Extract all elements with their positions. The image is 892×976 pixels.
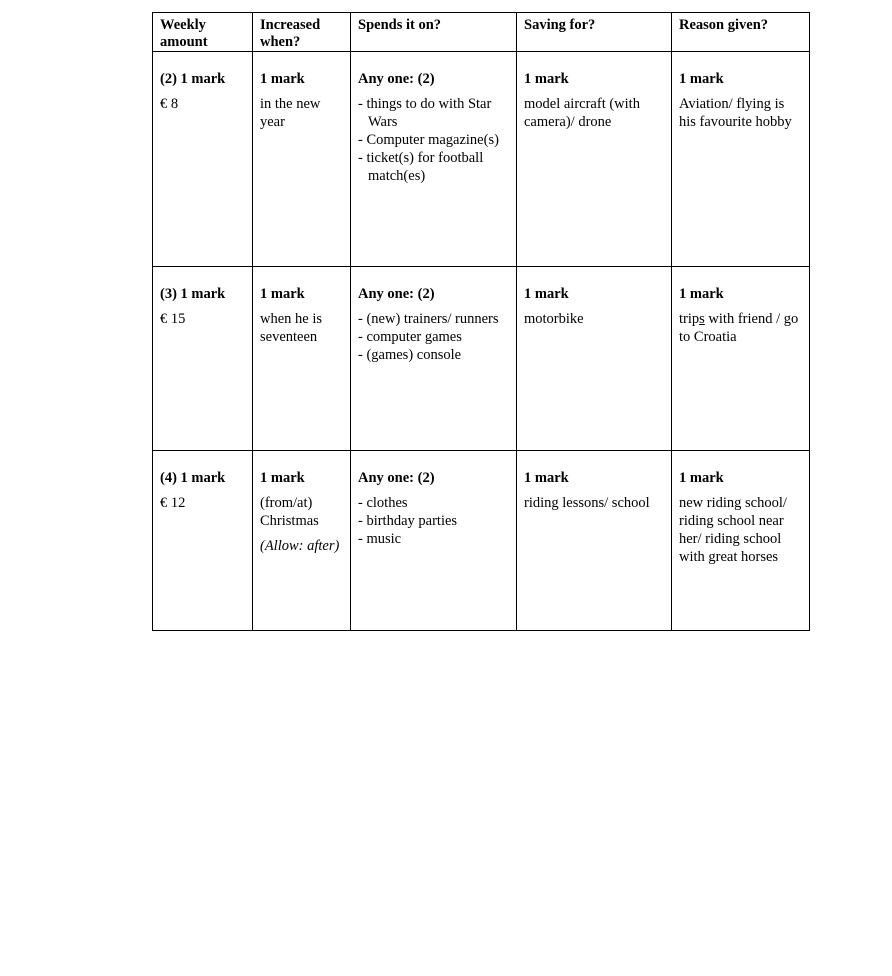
underlined-letter: s [699,311,705,327]
reason-given-cell [672,52,810,267]
reason-given-cell [672,267,810,451]
reason-given-cell [672,451,810,631]
question-mark-label: (2) 1 mark [160,71,226,87]
answer-text: motorbike [524,311,584,327]
answer-list [358,95,510,185]
mark-scheme-table [152,12,810,631]
list-item: - things to do with Star Wars [358,96,492,130]
weekly-amount-cell [153,52,253,267]
mark-label: 1 mark [679,286,724,302]
question-mark-label: (3) 1 mark [160,286,226,302]
saving-for-cell [517,451,672,631]
answer-text: when he is seventeen [260,311,323,345]
header-increased-when: Increased when? [253,13,351,52]
allow-note: (Allow: after) [260,538,340,554]
answer-text [679,310,803,346]
amount-value: € 8 [160,96,179,112]
mark-label: 1 mark [679,71,724,87]
table-row [153,267,810,451]
mark-label: 1 mark [524,71,569,87]
increased-when-cell [253,267,351,451]
answer-list [358,310,510,364]
header-reason-given: Reason given? [672,13,810,52]
increased-when-cell [253,451,351,631]
saving-for-cell [517,52,672,267]
list-item: - music [358,531,402,547]
header-spends-it-on: Spends it on? [351,13,517,52]
answer-text-start: trip [679,311,700,327]
answer-text: new riding school/ riding school near her/ riding school with great horses [679,495,787,565]
spends-it-on-cell [351,451,517,631]
saving-for-cell [517,267,672,451]
answer-text: model aircraft (with camera)/ drone [524,96,640,130]
header-saving-for: Saving for? [517,13,672,52]
mark-label: 1 mark [260,71,305,87]
header-row [153,13,810,52]
mark-label: Any one: (2) [358,286,435,302]
amount-value: € 15 [160,311,186,327]
amount-value: € 12 [160,495,186,511]
mark-label: 1 mark [260,286,305,302]
table-row [153,451,810,631]
list-item: - birthday parties [358,513,458,529]
answer-text: Aviation/ flying is his favourite hobby [679,96,792,130]
mark-label: 1 mark [260,470,305,486]
mark-label: 1 mark [679,470,724,486]
mark-label: 1 mark [524,286,569,302]
answer-text: (from/at) Christmas [260,495,319,529]
table-row [153,52,810,267]
answer-text: in the new year [260,96,321,130]
list-item: - computer games [358,329,462,345]
list-item: - (new) trainers/ runners [358,311,499,327]
answer-text-end: with friend / go to Croatia [679,311,799,345]
increased-when-cell [253,52,351,267]
mark-label: Any one: (2) [358,71,435,87]
spends-it-on-cell [351,52,517,267]
mark-label: Any one: (2) [358,470,435,486]
weekly-amount-cell [153,267,253,451]
list-item: - Computer magazine(s) [358,132,499,148]
answer-text: riding lessons/ school [524,495,650,511]
answer-list [358,494,510,548]
weekly-amount-cell [153,451,253,631]
list-item: - (games) console [358,347,462,363]
list-item: - ticket(s) for football match(es) [358,150,484,184]
mark-label: 1 mark [524,470,569,486]
question-mark-label: (4) 1 mark [160,470,226,486]
header-weekly-amount: Weekly amount [153,13,253,52]
spends-it-on-cell [351,267,517,451]
list-item: - clothes [358,495,408,511]
